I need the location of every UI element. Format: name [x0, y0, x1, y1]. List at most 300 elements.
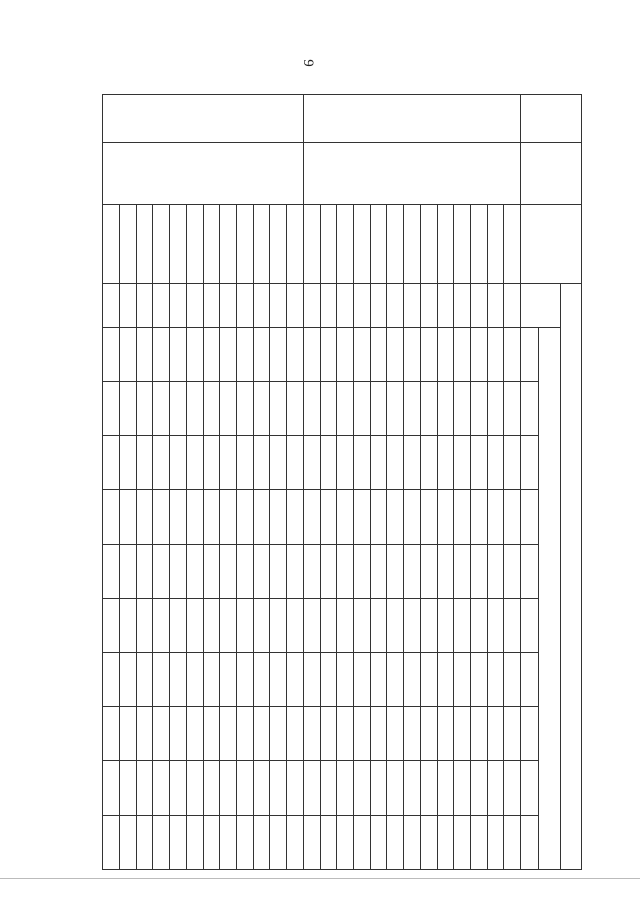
- amount-cell: [186, 815, 203, 869]
- amount-cell: [153, 327, 170, 381]
- amount-cell: [504, 652, 521, 706]
- amount-cell: [337, 707, 354, 761]
- amount-cell: [287, 283, 304, 327]
- amount-cell: [420, 761, 437, 815]
- amount-cell: [103, 707, 120, 761]
- amount-cell: [370, 707, 387, 761]
- amount-cell: [153, 283, 170, 327]
- amount-cell: [253, 652, 270, 706]
- amount-cell: [287, 382, 304, 436]
- amount-cell: [337, 382, 354, 436]
- amount-cell: [404, 598, 421, 652]
- amount-cell: [253, 598, 270, 652]
- amount-cell: [303, 761, 320, 815]
- amount-cell: [220, 327, 237, 381]
- amount-cell: [320, 598, 337, 652]
- amount-cell: [220, 283, 237, 327]
- amount-cell: [354, 815, 371, 869]
- amount-cell: [253, 327, 270, 381]
- amount-cell: [203, 815, 220, 869]
- amount-cell: [303, 327, 320, 381]
- amount-cell: [404, 544, 421, 598]
- amount-cell: [471, 436, 488, 490]
- amount-cell: [186, 382, 203, 436]
- amount-cell: [119, 382, 136, 436]
- amount-cell: [186, 707, 203, 761]
- amount-cell: [404, 490, 421, 544]
- year-header-cell: [521, 382, 539, 436]
- amount-cell: [220, 598, 237, 652]
- amount-cell: [337, 327, 354, 381]
- table-row: [287, 95, 304, 870]
- amount-cell: [337, 544, 354, 598]
- amount-cell: [119, 544, 136, 598]
- source-cell: [136, 205, 153, 283]
- amount-cell: [437, 761, 454, 815]
- amount-cell: [203, 761, 220, 815]
- amount-cell: [387, 327, 404, 381]
- amount-cell: [387, 598, 404, 652]
- amount-cell: [287, 652, 304, 706]
- amount-cell: [387, 382, 404, 436]
- amount-cell: [220, 544, 237, 598]
- amount-cell: [471, 283, 488, 327]
- amount-cell: [420, 283, 437, 327]
- amount-cell: [320, 327, 337, 381]
- amount-cell: [186, 327, 203, 381]
- amount-cell: [337, 490, 354, 544]
- amount-cell: [454, 652, 471, 706]
- table-row: [170, 95, 187, 870]
- amount-cell: [404, 436, 421, 490]
- amount-cell: [487, 815, 504, 869]
- amount-cell: [287, 707, 304, 761]
- name-cell: [103, 143, 304, 205]
- amount-cell: [253, 761, 270, 815]
- header-cell-source: [521, 205, 582, 283]
- amount-cell: [220, 707, 237, 761]
- amount-cell: [370, 327, 387, 381]
- amount-cell: [119, 598, 136, 652]
- name-cell: [303, 143, 520, 205]
- year-header-cell: [521, 490, 539, 544]
- amount-cell: [370, 652, 387, 706]
- amount-cell: [236, 707, 253, 761]
- amount-cell: [103, 761, 120, 815]
- amount-cell: [487, 707, 504, 761]
- amount-cell: [370, 544, 387, 598]
- source-cell: [487, 205, 504, 283]
- amount-cell: [354, 598, 371, 652]
- amount-cell: [454, 490, 471, 544]
- amount-cell: [320, 761, 337, 815]
- amount-cell: [487, 761, 504, 815]
- amount-cell: [253, 544, 270, 598]
- amount-cell: [153, 382, 170, 436]
- status-cell: [303, 95, 520, 143]
- amount-cell: [320, 382, 337, 436]
- source-cell: [103, 205, 120, 283]
- amount-cell: [437, 707, 454, 761]
- source-cell: [504, 205, 521, 283]
- amount-cell: [404, 815, 421, 869]
- amount-cell: [287, 490, 304, 544]
- table-row: [320, 95, 337, 870]
- amount-cell: [454, 327, 471, 381]
- amount-cell: [504, 544, 521, 598]
- year-header-cell: [521, 327, 539, 381]
- source-cell: [387, 205, 404, 283]
- amount-cell: [236, 327, 253, 381]
- amount-cell: [303, 707, 320, 761]
- source-cell: [170, 205, 187, 283]
- amount-cell: [103, 382, 120, 436]
- amount-cell: [420, 382, 437, 436]
- amount-cell: [236, 490, 253, 544]
- amount-cell: [370, 283, 387, 327]
- table-row: [354, 95, 371, 870]
- amount-cell: [404, 283, 421, 327]
- amount-cell: [504, 382, 521, 436]
- amount-cell: [370, 598, 387, 652]
- amount-cell: [153, 652, 170, 706]
- amount-cell: [170, 327, 187, 381]
- source-cell: [404, 205, 421, 283]
- amount-cell: [303, 652, 320, 706]
- amount-cell: [270, 815, 287, 869]
- table-row: [370, 95, 387, 870]
- amount-cell: [136, 652, 153, 706]
- source-cell: [420, 205, 437, 283]
- amount-cell: [454, 761, 471, 815]
- year-header-cell: [521, 436, 539, 490]
- amount-cell: [170, 382, 187, 436]
- rotated-table-container: [102, 94, 582, 870]
- source-cell: [337, 205, 354, 283]
- table-row: [236, 95, 253, 870]
- amount-cell: [253, 283, 270, 327]
- amount-cell: [454, 815, 471, 869]
- amount-cell: [136, 436, 153, 490]
- table-row: [504, 95, 521, 870]
- amount-cell: [504, 490, 521, 544]
- amount-cell: [454, 598, 471, 652]
- amount-cell: [287, 327, 304, 381]
- source-cell: [236, 205, 253, 283]
- amount-cell: [370, 436, 387, 490]
- amount-cell: [170, 707, 187, 761]
- amount-cell: [270, 544, 287, 598]
- amount-cell: [404, 382, 421, 436]
- amount-cell: [253, 382, 270, 436]
- amount-cell: [103, 815, 120, 869]
- amount-cell: [404, 761, 421, 815]
- amount-cell: [504, 327, 521, 381]
- amount-cell: [203, 436, 220, 490]
- header-cell-total: [521, 283, 561, 327]
- year-header-cell: [521, 761, 539, 815]
- amount-cell: [337, 436, 354, 490]
- table-row: [270, 95, 287, 870]
- amount-cell: [270, 283, 287, 327]
- amount-cell: [153, 598, 170, 652]
- year-header-cell: [521, 652, 539, 706]
- amount-cell: [253, 490, 270, 544]
- amount-cell: [471, 815, 488, 869]
- amount-cell: [253, 436, 270, 490]
- budget-table-frame: [102, 94, 582, 870]
- amount-cell: [153, 815, 170, 869]
- source-cell: [119, 205, 136, 283]
- amount-cell: [387, 436, 404, 490]
- amount-cell: [504, 283, 521, 327]
- amount-cell: [270, 598, 287, 652]
- status-cell: [103, 95, 304, 143]
- table-row: [420, 95, 437, 870]
- table-row: [454, 95, 471, 870]
- amount-cell: [170, 598, 187, 652]
- amount-cell: [103, 598, 120, 652]
- amount-cell: [487, 544, 504, 598]
- year-header-cell: [521, 598, 539, 652]
- amount-cell: [103, 490, 120, 544]
- amount-cell: [387, 761, 404, 815]
- amount-cell: [471, 598, 488, 652]
- amount-cell: [504, 436, 521, 490]
- source-cell: [203, 205, 220, 283]
- amount-cell: [203, 283, 220, 327]
- amount-cell: [287, 544, 304, 598]
- amount-cell: [320, 283, 337, 327]
- table-row: [303, 95, 320, 870]
- amount-cell: [119, 707, 136, 761]
- amount-cell: [236, 815, 253, 869]
- table-row: [103, 95, 120, 870]
- source-cell: [153, 205, 170, 283]
- amount-cell: [404, 327, 421, 381]
- source-cell: [471, 205, 488, 283]
- amount-cell: [287, 598, 304, 652]
- amount-cell: [354, 382, 371, 436]
- amount-cell: [337, 652, 354, 706]
- amount-cell: [504, 598, 521, 652]
- amount-cell: [354, 436, 371, 490]
- source-cell: [270, 205, 287, 283]
- amount-cell: [186, 761, 203, 815]
- amount-cell: [153, 490, 170, 544]
- amount-cell: [136, 544, 153, 598]
- amount-cell: [136, 382, 153, 436]
- header-cell-estimate: [560, 283, 581, 869]
- amount-cell: [471, 761, 488, 815]
- amount-cell: [454, 544, 471, 598]
- table-row: [337, 95, 354, 870]
- amount-cell: [170, 761, 187, 815]
- source-cell: [220, 205, 237, 283]
- page-number: 9: [300, 59, 316, 67]
- amount-cell: [270, 436, 287, 490]
- amount-cell: [370, 382, 387, 436]
- table-row: [471, 95, 488, 870]
- table-row: [153, 95, 170, 870]
- amount-cell: [220, 436, 237, 490]
- amount-cell: [471, 544, 488, 598]
- amount-cell: [387, 652, 404, 706]
- amount-cell: [170, 490, 187, 544]
- amount-cell: [270, 327, 287, 381]
- header-cell-including-years: [539, 327, 560, 869]
- amount-cell: [203, 490, 220, 544]
- header-cell-status: [521, 95, 582, 143]
- amount-cell: [186, 544, 203, 598]
- table-row: [186, 95, 203, 870]
- year-header-cell: [521, 815, 539, 869]
- amount-cell: [303, 382, 320, 436]
- amount-cell: [471, 382, 488, 436]
- source-cell: [186, 205, 203, 283]
- budget-table: [102, 94, 582, 870]
- table-body: [103, 95, 582, 870]
- table-row: [404, 95, 421, 870]
- amount-cell: [420, 490, 437, 544]
- amount-cell: [437, 544, 454, 598]
- amount-cell: [203, 707, 220, 761]
- amount-cell: [437, 327, 454, 381]
- amount-cell: [119, 652, 136, 706]
- amount-cell: [370, 815, 387, 869]
- amount-cell: [170, 544, 187, 598]
- amount-cell: [136, 327, 153, 381]
- table-row: [119, 95, 136, 870]
- amount-cell: [387, 490, 404, 544]
- amount-cell: [320, 490, 337, 544]
- amount-cell: [471, 490, 488, 544]
- amount-cell: [471, 707, 488, 761]
- amount-cell: [303, 283, 320, 327]
- amount-cell: [203, 544, 220, 598]
- amount-cell: [487, 327, 504, 381]
- source-cell: [253, 205, 270, 283]
- amount-cell: [287, 761, 304, 815]
- amount-cell: [320, 436, 337, 490]
- amount-cell: [119, 436, 136, 490]
- amount-cell: [186, 652, 203, 706]
- amount-cell: [370, 761, 387, 815]
- amount-cell: [287, 436, 304, 490]
- amount-cell: [236, 652, 253, 706]
- amount-cell: [170, 652, 187, 706]
- amount-cell: [203, 382, 220, 436]
- amount-cell: [153, 707, 170, 761]
- year-header-cell: [521, 544, 539, 598]
- amount-cell: [320, 707, 337, 761]
- amount-cell: [287, 815, 304, 869]
- table-row: [437, 95, 454, 870]
- source-cell: [454, 205, 471, 283]
- amount-cell: [136, 283, 153, 327]
- source-cell: [437, 205, 454, 283]
- amount-cell: [404, 652, 421, 706]
- amount-cell: [487, 598, 504, 652]
- amount-cell: [303, 598, 320, 652]
- amount-cell: [136, 707, 153, 761]
- amount-cell: [437, 652, 454, 706]
- table-row: [253, 95, 270, 870]
- year-header-cell: [521, 707, 539, 761]
- amount-cell: [487, 436, 504, 490]
- amount-cell: [303, 544, 320, 598]
- amount-cell: [136, 598, 153, 652]
- amount-cell: [337, 761, 354, 815]
- amount-cell: [454, 436, 471, 490]
- source-cell: [287, 205, 304, 283]
- amount-cell: [270, 382, 287, 436]
- amount-cell: [354, 327, 371, 381]
- amount-cell: [420, 815, 437, 869]
- amount-cell: [186, 436, 203, 490]
- amount-cell: [103, 436, 120, 490]
- amount-cell: [487, 652, 504, 706]
- amount-cell: [220, 815, 237, 869]
- amount-cell: [320, 652, 337, 706]
- amount-cell: [170, 815, 187, 869]
- amount-cell: [236, 436, 253, 490]
- amount-cell: [504, 815, 521, 869]
- amount-cell: [220, 490, 237, 544]
- amount-cell: [354, 652, 371, 706]
- amount-cell: [103, 652, 120, 706]
- amount-cell: [203, 598, 220, 652]
- amount-cell: [220, 761, 237, 815]
- source-cell: [354, 205, 371, 283]
- amount-cell: [454, 382, 471, 436]
- scan-bottom-rule: [0, 878, 640, 879]
- amount-cell: [437, 382, 454, 436]
- amount-cell: [354, 544, 371, 598]
- amount-cell: [136, 490, 153, 544]
- amount-cell: [303, 490, 320, 544]
- amount-cell: [203, 327, 220, 381]
- amount-cell: [203, 652, 220, 706]
- header-row-1: [560, 95, 581, 870]
- amount-cell: [487, 382, 504, 436]
- amount-cell: [387, 707, 404, 761]
- amount-cell: [454, 707, 471, 761]
- amount-cell: [186, 490, 203, 544]
- amount-cell: [270, 707, 287, 761]
- amount-cell: [354, 707, 371, 761]
- amount-cell: [136, 815, 153, 869]
- amount-cell: [253, 815, 270, 869]
- amount-cell: [119, 761, 136, 815]
- amount-cell: [320, 544, 337, 598]
- table-row: [136, 95, 153, 870]
- table-row: [203, 95, 220, 870]
- amount-cell: [370, 490, 387, 544]
- amount-cell: [437, 283, 454, 327]
- amount-cell: [420, 436, 437, 490]
- amount-cell: [303, 815, 320, 869]
- amount-cell: [119, 490, 136, 544]
- amount-cell: [303, 436, 320, 490]
- amount-cell: [270, 652, 287, 706]
- amount-cell: [354, 761, 371, 815]
- source-cell: [303, 205, 320, 283]
- amount-cell: [136, 761, 153, 815]
- amount-cell: [186, 283, 203, 327]
- amount-cell: [454, 283, 471, 327]
- amount-cell: [471, 652, 488, 706]
